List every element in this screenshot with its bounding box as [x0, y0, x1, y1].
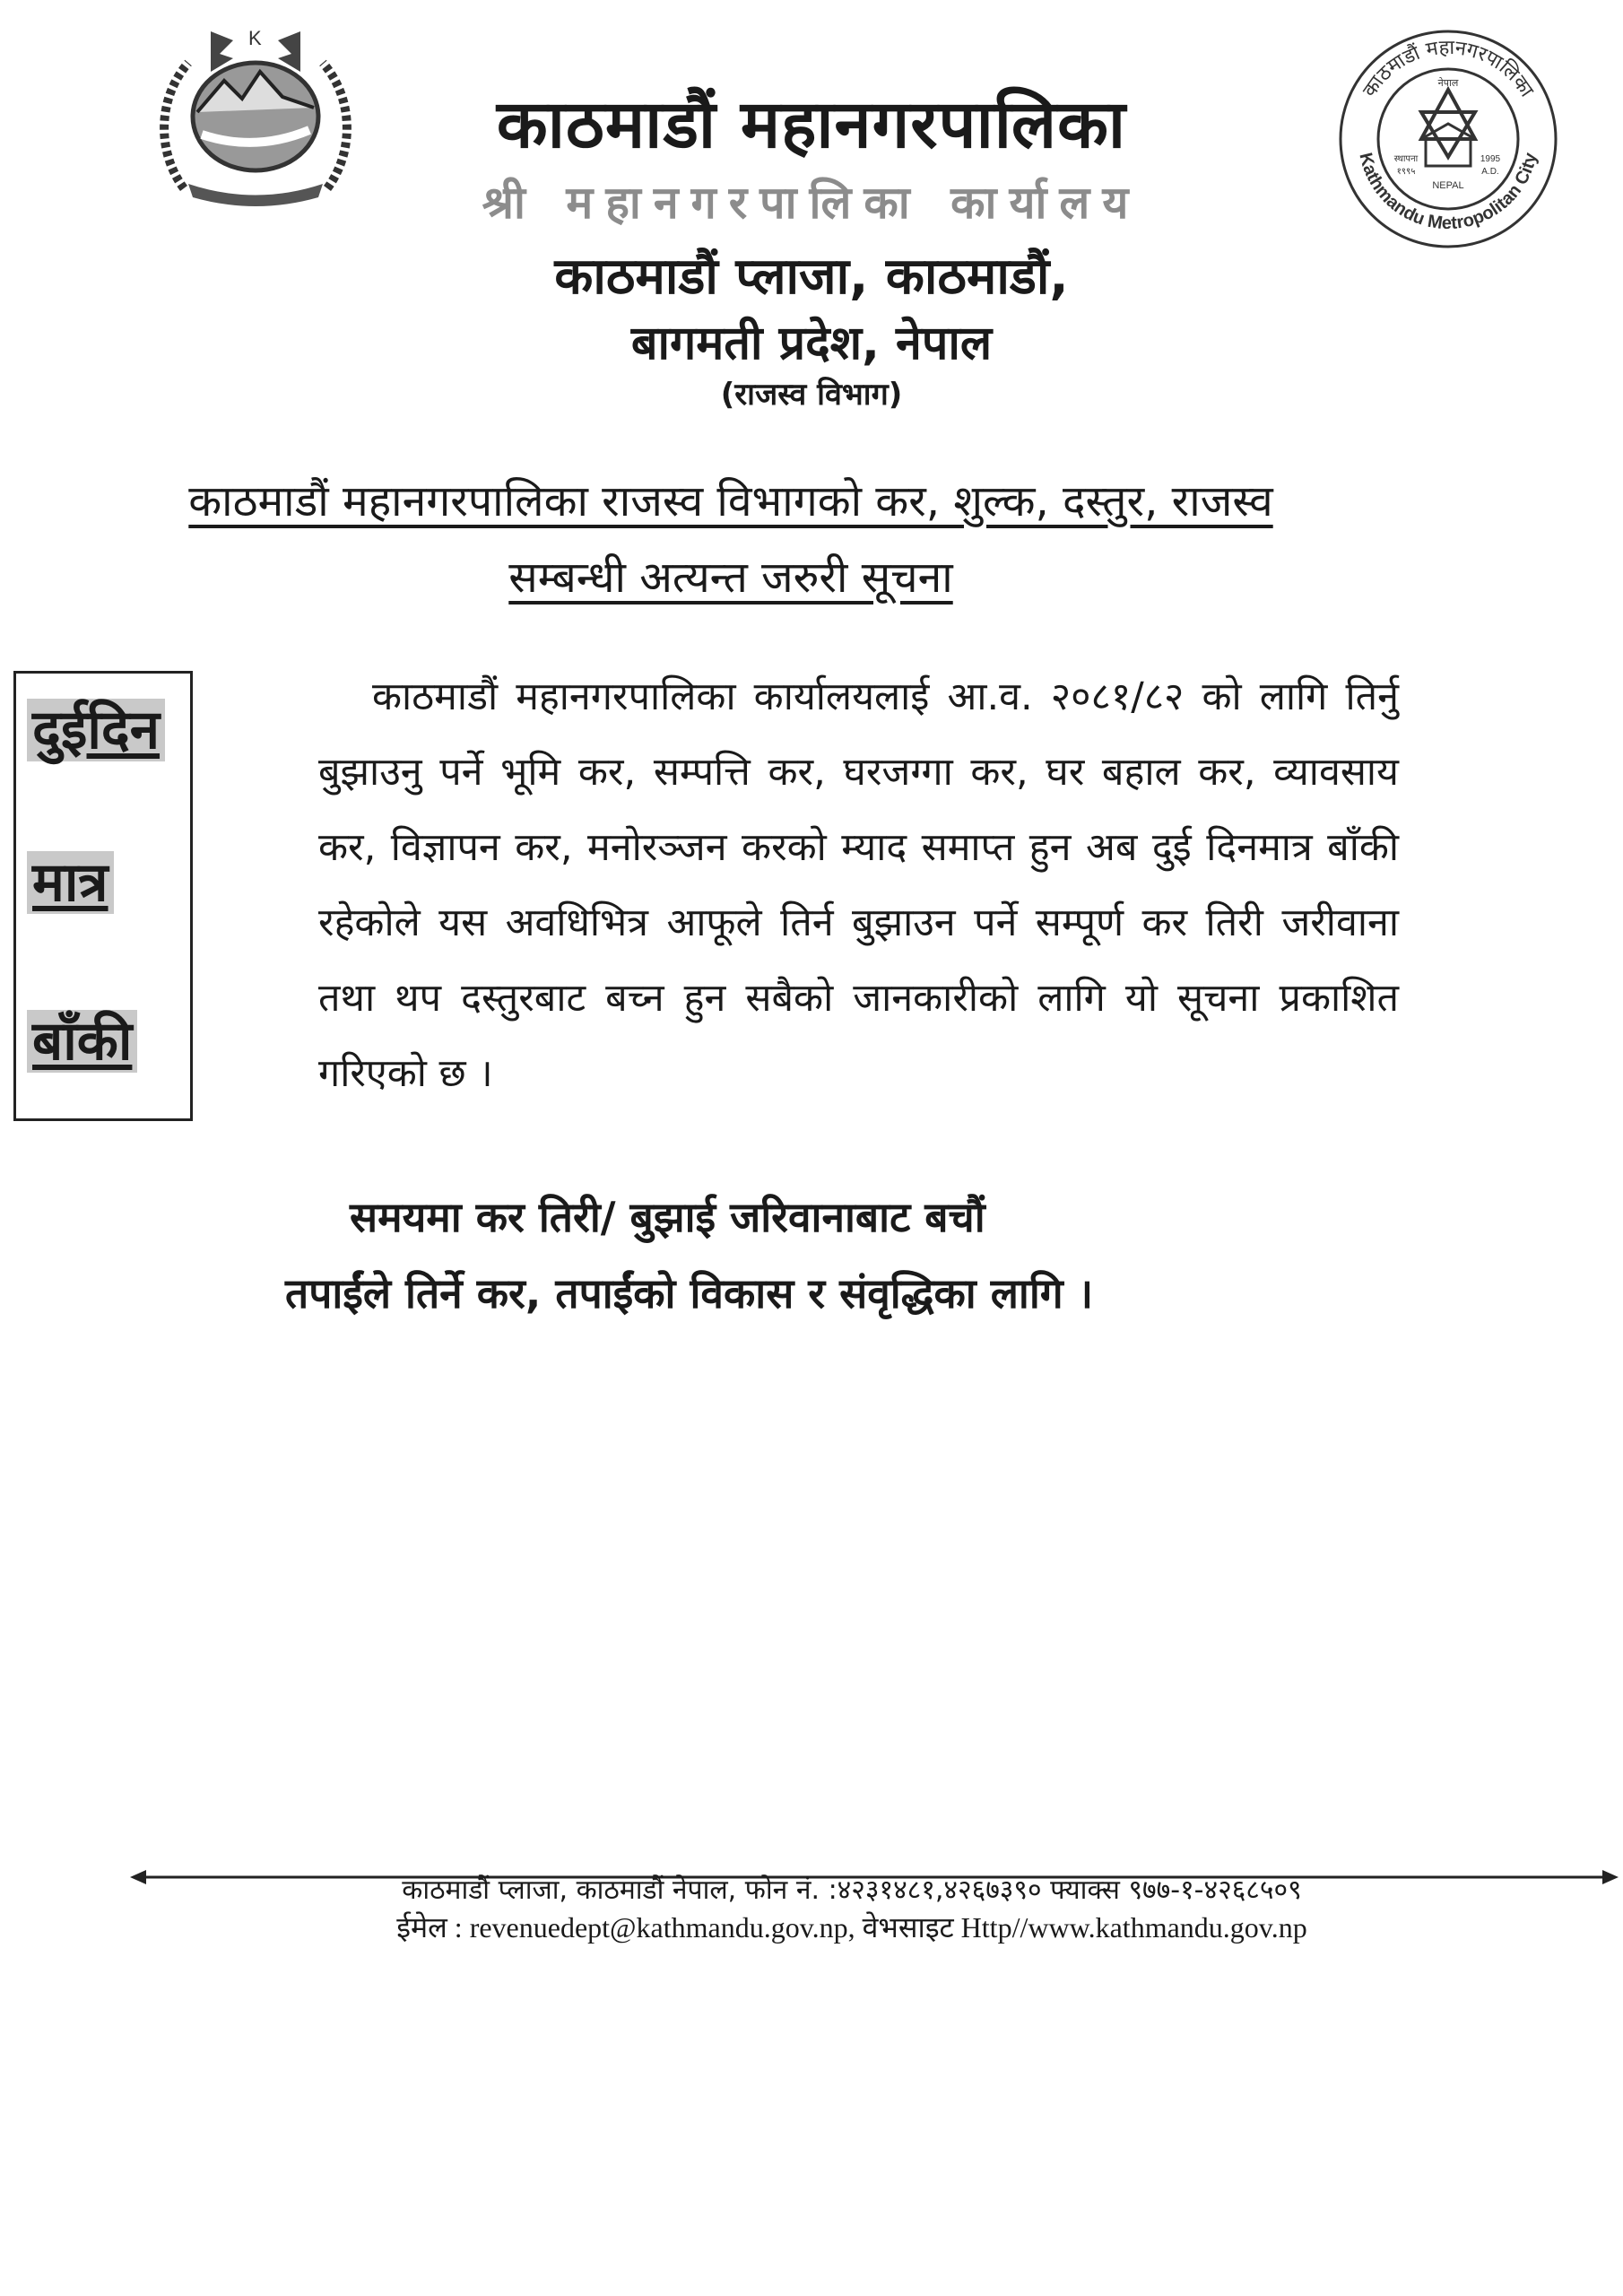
notice-body: काठमाडौं महानगरपालिका कार्यालयलाई आ.व. २०८१/८२ को लागि तिर्नु बुझाउनु पर्ने भूमि कर, सम्पत्ति कर, घरजग्गा कर, घर बहाल कर, व्यावसाय कर, विज्ञापन कर, मनोरञ्जन करको म्याद समाप्त हुन अब दुई दिनमात्र बाँकी रहेकोले यस अवधिभित्र आफूले तिर्न बुझाउन पर्ने सम्पूर्ण कर तिरी जरीवाना तथा थप दस्तुरबाट बच्न हुन सबैको जानकारीको लागि यो सूचना प्रकाशित गरिएको छ ।: [318, 674, 1399, 1096]
svg-text:A.D.: A.D.: [1481, 167, 1499, 177]
notice-heading-line-1: काठमाडौं महानगरपालिका राजस्व विभागको कर, शुल्क, दस्तुर, राजस्व: [188, 476, 1273, 526]
svg-text:K: K: [248, 27, 262, 49]
notice-heading-line-2: सम्बन्धी अत्यन्त जरुरी सूचना: [508, 552, 953, 603]
svg-text:NEPAL: NEPAL: [1432, 180, 1464, 191]
svg-text:Kathmandu Metropolitan City: Kathmandu Metropolitan City: [1355, 151, 1541, 234]
svg-text:स्थापना: स्थापना: [1393, 154, 1419, 164]
svg-text:१९९५: १९९५: [1396, 167, 1416, 177]
organization-title: काठमाडौं महानगरपालिका: [496, 86, 1127, 163]
side-box-word: दुईदिन: [27, 699, 165, 761]
organization-stamp-faded: श्री महानगरपालिका कार्यालय: [482, 177, 1141, 229]
department-label: (राजस्व विभाग): [720, 377, 903, 413]
address-line-2: बागमती प्रदेश, नेपाल: [630, 317, 993, 370]
svg-text:1995: 1995: [1480, 154, 1501, 164]
slogan-line-2: तपाईंले तिर्ने कर, तपाईंको विकास र संवृद्धिका लागि ।: [285, 1269, 1094, 1318]
slogan-line-1: समयमा कर तिरी/ बुझाई जरिवानाबाट बचौं: [350, 1193, 985, 1241]
svg-text:काठमाडौं महानगरपालिका: काठमाडौं महानगरपालिका: [1358, 36, 1538, 102]
address-line-1: काठमाडौं प्लाजा, काठमाडौं,: [554, 248, 1069, 306]
footer-email-website: ईमेल : revenuedept@kathmandu.gov.np, वेभसाइट Http//www.kathmandu.gov.np: [396, 1911, 1307, 1944]
side-box-word: मात्र: [27, 851, 114, 914]
footer-contact: काठमाडौं प्लाजा, काठमाडौं नेपाल, फोन नं. :४२३१४८१,४२६७३९० फ्याक्स ९७७-१-४२६८५०९: [402, 1874, 1302, 1906]
svg-text:नेपाल: नेपाल: [1437, 77, 1459, 89]
days-remaining-box: [13, 671, 193, 1121]
side-box-word: बाँकी: [27, 1010, 137, 1073]
